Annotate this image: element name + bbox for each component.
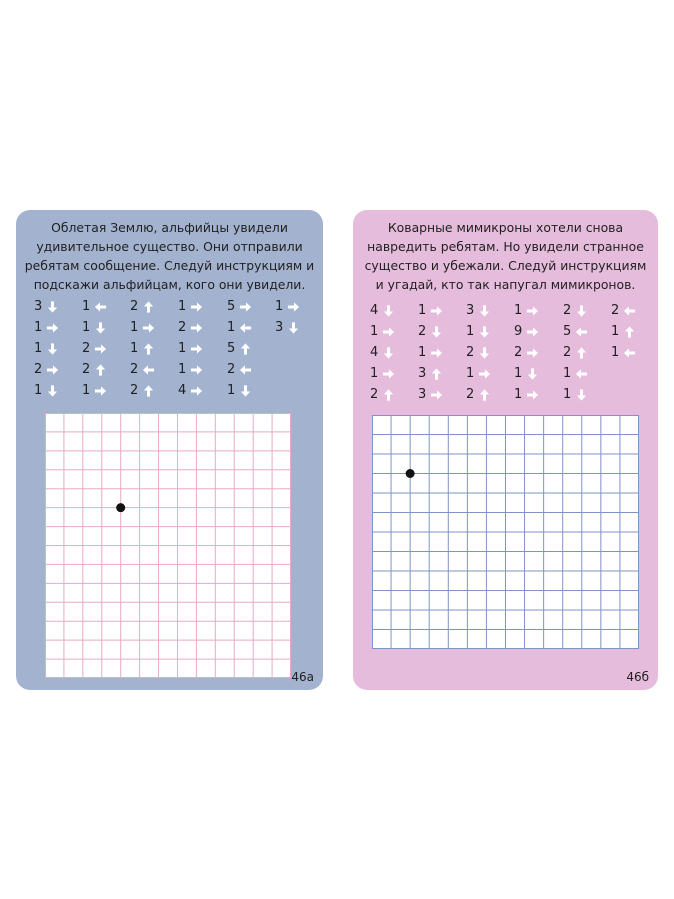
arrow-right-icon bbox=[46, 362, 59, 376]
instruction-item bbox=[34, 380, 59, 400]
instruction-item bbox=[611, 342, 636, 362]
page-number: 46а bbox=[291, 670, 314, 684]
instruction-item bbox=[178, 359, 203, 379]
instruction-row bbox=[370, 300, 660, 320]
arrow-right-icon bbox=[190, 320, 203, 334]
instruction-item bbox=[34, 359, 59, 379]
step-count: 1 bbox=[418, 302, 427, 318]
instruction-row bbox=[370, 321, 660, 341]
instruction-item bbox=[178, 296, 203, 316]
step-count: 2 bbox=[178, 319, 187, 335]
instruction-item bbox=[130, 296, 155, 316]
instruction-item bbox=[227, 380, 252, 400]
arrow-up-icon bbox=[239, 341, 252, 355]
arrow-down-icon bbox=[575, 387, 588, 401]
arrow-right-icon bbox=[382, 324, 395, 338]
instruction-item bbox=[563, 321, 588, 341]
step-count: 2 bbox=[611, 302, 620, 318]
arrow-right-icon bbox=[142, 320, 155, 334]
step-count: 2 bbox=[563, 344, 572, 360]
instruction-item bbox=[82, 317, 107, 337]
step-count: 1 bbox=[178, 340, 187, 356]
arrow-up-icon bbox=[430, 366, 443, 380]
instruction-item bbox=[611, 300, 636, 320]
instruction-item bbox=[514, 342, 539, 362]
step-count: 2 bbox=[227, 361, 236, 377]
instruction-item bbox=[275, 317, 300, 337]
drawing-grid[interactable] bbox=[372, 415, 639, 649]
instruction-row bbox=[370, 363, 660, 383]
start-dot bbox=[406, 469, 415, 478]
step-count: 4 bbox=[370, 344, 379, 360]
start-dot bbox=[116, 503, 125, 512]
instruction-row bbox=[370, 342, 660, 362]
step-count: 3 bbox=[275, 319, 284, 335]
arrow-right-icon bbox=[94, 383, 107, 397]
arrow-down-icon bbox=[382, 303, 395, 317]
arrow-left-icon bbox=[623, 345, 636, 359]
step-count: 2 bbox=[82, 361, 91, 377]
arrow-down-icon bbox=[430, 324, 443, 338]
instruction-item bbox=[466, 363, 491, 383]
instruction-item bbox=[466, 321, 491, 341]
step-count: 9 bbox=[514, 323, 523, 339]
instruction-item bbox=[227, 317, 252, 337]
step-count: 3 bbox=[418, 365, 427, 381]
step-count: 2 bbox=[466, 386, 475, 402]
instruction-item bbox=[418, 342, 443, 362]
step-count: 1 bbox=[178, 298, 187, 314]
arrow-right-icon bbox=[190, 383, 203, 397]
step-count: 1 bbox=[611, 344, 620, 360]
step-count: 1 bbox=[34, 340, 43, 356]
arrow-down-icon bbox=[382, 345, 395, 359]
arrow-down-icon bbox=[94, 320, 107, 334]
step-count: 4 bbox=[370, 302, 379, 318]
arrow-down-icon bbox=[478, 345, 491, 359]
instruction-item bbox=[514, 384, 539, 404]
step-count: 1 bbox=[370, 323, 379, 339]
arrow-left-icon bbox=[239, 320, 252, 334]
arrow-right-icon bbox=[526, 387, 539, 401]
card-46b bbox=[353, 210, 658, 690]
page-number: 46б bbox=[626, 670, 649, 684]
arrow-right-icon bbox=[190, 362, 203, 376]
card-intro-text: Коварные мимикроны хотели снова навредить ребятам. Но увидели странное существо и убежали. Следуй инструкциям и угадай, кто так напугал мимикронов. bbox=[364, 220, 647, 292]
arrow-right-icon bbox=[430, 387, 443, 401]
arrow-right-icon bbox=[526, 324, 539, 338]
step-count: 1 bbox=[514, 365, 523, 381]
step-count: 1 bbox=[34, 382, 43, 398]
arrow-left-icon bbox=[94, 299, 107, 313]
instruction-item bbox=[466, 342, 491, 362]
arrow-up-icon bbox=[478, 387, 491, 401]
instruction-item bbox=[370, 342, 395, 362]
arrow-left-icon bbox=[239, 362, 252, 376]
step-count: 1 bbox=[130, 319, 139, 335]
arrow-down-icon bbox=[526, 366, 539, 380]
arrow-right-icon bbox=[526, 303, 539, 317]
arrow-right-icon bbox=[382, 366, 395, 380]
step-count: 1 bbox=[275, 298, 284, 314]
instruction-item bbox=[466, 384, 491, 404]
instruction-item bbox=[34, 338, 59, 358]
instruction-item bbox=[514, 363, 539, 383]
instruction-item bbox=[418, 321, 443, 341]
arrow-up-icon bbox=[142, 341, 155, 355]
arrow-up-icon bbox=[142, 383, 155, 397]
instruction-item bbox=[82, 296, 107, 316]
instruction-item bbox=[130, 359, 155, 379]
instruction-item bbox=[514, 300, 539, 320]
instruction-item bbox=[275, 296, 300, 316]
arrow-down-icon bbox=[46, 341, 59, 355]
arrow-left-icon bbox=[142, 362, 155, 376]
instruction-row bbox=[34, 296, 324, 316]
instruction-item bbox=[130, 317, 155, 337]
arrow-down-icon bbox=[46, 299, 59, 313]
arrow-up-icon bbox=[623, 324, 636, 338]
instruction-item bbox=[563, 363, 588, 383]
arrow-up-icon bbox=[382, 387, 395, 401]
step-count: 1 bbox=[466, 323, 475, 339]
instruction-item bbox=[611, 321, 636, 341]
instruction-item bbox=[370, 384, 395, 404]
arrow-up-icon bbox=[575, 345, 588, 359]
step-count: 2 bbox=[563, 302, 572, 318]
step-count: 2 bbox=[34, 361, 43, 377]
step-count: 1 bbox=[514, 386, 523, 402]
instruction-item bbox=[370, 363, 395, 383]
instruction-item bbox=[227, 338, 252, 358]
instruction-item bbox=[418, 300, 443, 320]
arrow-right-icon bbox=[190, 341, 203, 355]
arrow-down-icon bbox=[478, 303, 491, 317]
step-count: 1 bbox=[418, 344, 427, 360]
instruction-item bbox=[563, 342, 588, 362]
step-count: 4 bbox=[178, 382, 187, 398]
step-count: 1 bbox=[82, 382, 91, 398]
arrow-right-icon bbox=[94, 341, 107, 355]
step-count: 3 bbox=[466, 302, 475, 318]
arrow-left-icon bbox=[623, 303, 636, 317]
step-count: 2 bbox=[514, 344, 523, 360]
step-count: 1 bbox=[82, 298, 91, 314]
instruction-item bbox=[370, 321, 395, 341]
instruction-list bbox=[370, 300, 660, 410]
card-46a bbox=[16, 210, 323, 690]
instruction-item bbox=[130, 338, 155, 358]
instruction-item bbox=[130, 380, 155, 400]
arrow-right-icon bbox=[478, 366, 491, 380]
instruction-item bbox=[514, 321, 539, 341]
step-count: 1 bbox=[466, 365, 475, 381]
step-count: 2 bbox=[466, 344, 475, 360]
arrow-down-icon bbox=[478, 324, 491, 338]
step-count: 1 bbox=[130, 340, 139, 356]
step-count: 2 bbox=[130, 382, 139, 398]
step-count: 1 bbox=[611, 323, 620, 339]
instruction-item bbox=[563, 384, 588, 404]
instruction-item bbox=[82, 338, 107, 358]
step-count: 2 bbox=[130, 361, 139, 377]
instruction-item bbox=[418, 384, 443, 404]
instruction-list bbox=[34, 296, 324, 406]
arrow-right-icon bbox=[430, 303, 443, 317]
arrow-right-icon bbox=[190, 299, 203, 313]
instruction-item bbox=[178, 317, 203, 337]
step-count: 3 bbox=[418, 386, 427, 402]
instruction-item bbox=[82, 380, 107, 400]
step-count: 5 bbox=[227, 298, 236, 314]
instruction-item bbox=[370, 300, 395, 320]
instruction-item bbox=[34, 317, 59, 337]
step-count: 3 bbox=[34, 298, 43, 314]
instruction-row bbox=[34, 338, 324, 358]
step-count: 1 bbox=[514, 302, 523, 318]
arrow-down-icon bbox=[575, 303, 588, 317]
step-count: 2 bbox=[418, 323, 427, 339]
arrow-right-icon bbox=[239, 299, 252, 313]
arrow-right-icon bbox=[287, 299, 300, 313]
step-count: 1 bbox=[178, 361, 187, 377]
arrow-right-icon bbox=[526, 345, 539, 359]
step-count: 1 bbox=[227, 319, 236, 335]
arrow-down-icon bbox=[287, 320, 300, 334]
arrow-up-icon bbox=[142, 299, 155, 313]
instruction-item bbox=[82, 359, 107, 379]
instruction-item bbox=[227, 296, 252, 316]
step-count: 1 bbox=[82, 319, 91, 335]
instruction-item bbox=[466, 300, 491, 320]
step-count: 5 bbox=[563, 323, 572, 339]
instruction-row bbox=[34, 317, 324, 337]
arrow-right-icon bbox=[46, 320, 59, 334]
arrow-left-icon bbox=[575, 366, 588, 380]
instruction-row bbox=[34, 359, 324, 379]
step-count: 1 bbox=[563, 365, 572, 381]
arrow-left-icon bbox=[575, 324, 588, 338]
step-count: 5 bbox=[227, 340, 236, 356]
arrow-down-icon bbox=[239, 383, 252, 397]
arrow-up-icon bbox=[94, 362, 107, 376]
step-count: 2 bbox=[370, 386, 379, 402]
step-count: 2 bbox=[82, 340, 91, 356]
instruction-item bbox=[178, 338, 203, 358]
instruction-item bbox=[418, 363, 443, 383]
instruction-item bbox=[227, 359, 252, 379]
instruction-item bbox=[563, 300, 588, 320]
card-intro-text: Облетая Землю, альфийцы увидели удивительное существо. Они отправили ребятам сообщение. Следуй инструкциям и подскажи альфийцам, кого они увидели. bbox=[24, 220, 315, 292]
instruction-item bbox=[178, 380, 203, 400]
step-count: 1 bbox=[563, 386, 572, 402]
drawing-grid[interactable] bbox=[45, 413, 291, 678]
arrow-down-icon bbox=[46, 383, 59, 397]
instruction-row bbox=[34, 380, 324, 400]
step-count: 1 bbox=[370, 365, 379, 381]
arrow-right-icon bbox=[430, 345, 443, 359]
step-count: 1 bbox=[34, 319, 43, 335]
instruction-row bbox=[370, 384, 660, 404]
step-count: 1 bbox=[227, 382, 236, 398]
step-count: 2 bbox=[130, 298, 139, 314]
instruction-item bbox=[34, 296, 59, 316]
